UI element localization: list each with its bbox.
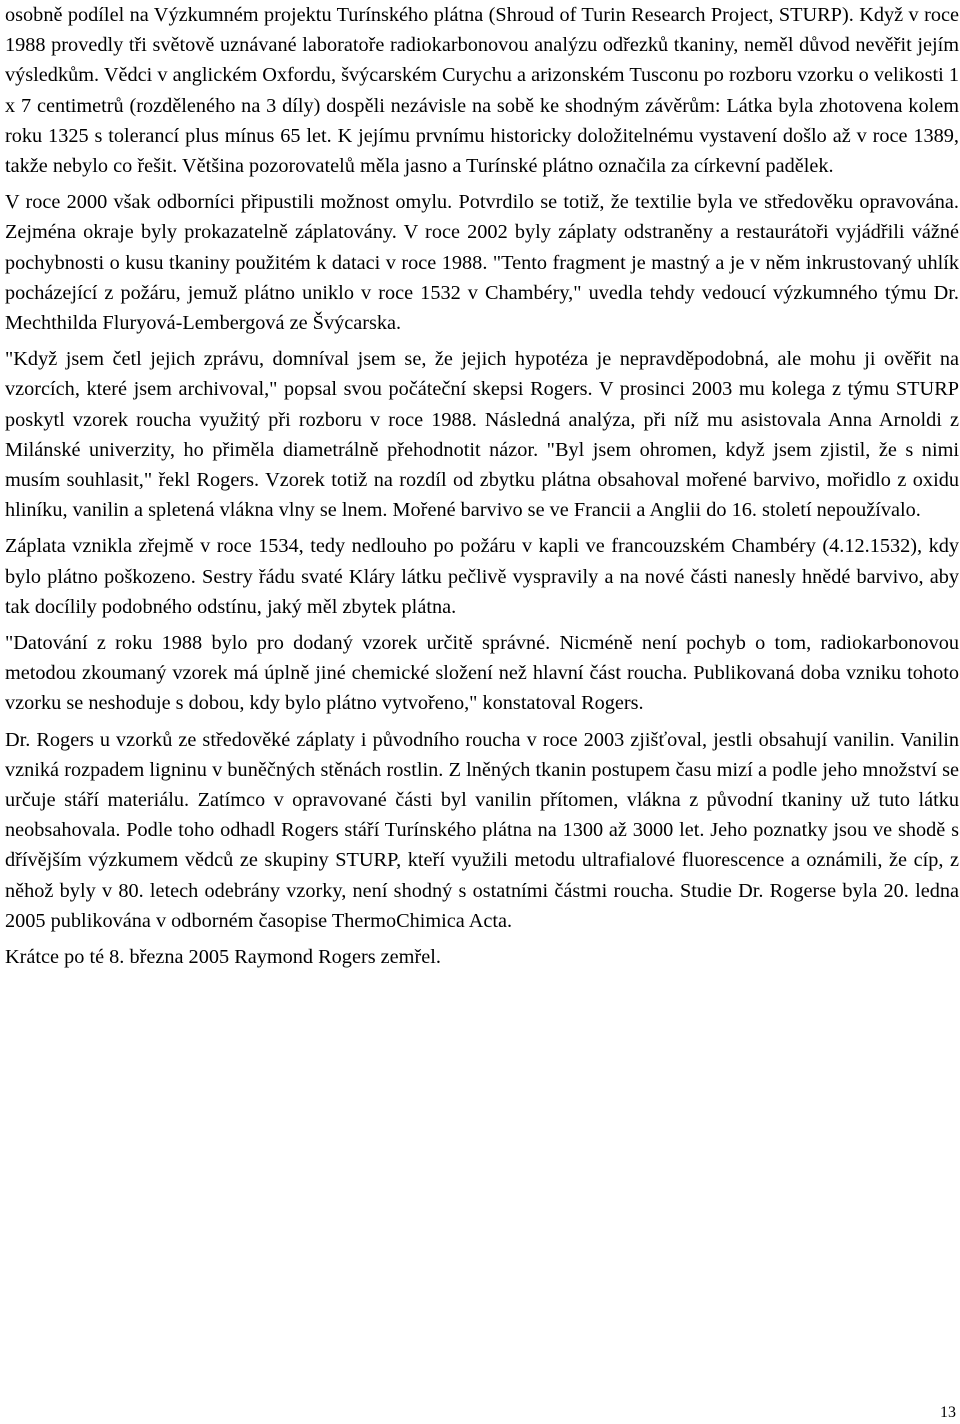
document-body — [5, 0, 959, 978]
paragraph-dating-quote: "Datování z roku 1988 bylo pro dodaný vzorek určitě správné. Nicméně není pochyb o tom, radiokarbonovou metodou zkoumaný vzorek má úplně jiné chemické složení než hlavní část roucha. Publikovaná doba vzniku tohoto vzorku se neshoduje s dobou, kdy bylo plátno vytvořeno," konstatoval Rogers. — [5, 632, 959, 715]
paragraph-patch-1534: Záplata vznikla zřejmě v roce 1534, tedy nedlouho po požáru v kapli ve francouzském Chambéry (4.12.1532), kdy bylo plátno poškozeno. Sestry řádu svaté Kláry látku pečlivě vyspravily a na nové části nanesly hnědé barvivo, aby tak docílily podobného odstínu, jaký měl zbytek plátna. — [5, 535, 959, 618]
page-number: 13 — [940, 1404, 956, 1421]
paragraph-repairs-2000: V roce 2000 však odborníci připustili možnost omylu. Potvrdilo se totiž, že textilie byla ve středověku opravována. Zejména okraje byly prokazatelně záplatovány. V roce 2002 byly záplaty odstraněny a restaurátoři vyjádřili vážné pochybnosti o kusu tkaniny použitém k dataci v roce 1988. "Tento fragment je mastný a je v něm inkrustovaný uhlík pocházející z požáru, jemuž plátno uniklo v roce 1532 v Chambéry," uvedla tehdy vedoucí výzkumného týmu Dr. Mechthilda Fluryová-Lembergová ze Švýcarska. — [5, 191, 959, 335]
paragraph-vanillin-study: Dr. Rogers u vzorků ze středověké záplaty i původního roucha v roce 2003 zjišťoval, jestli obsahují vanilin. Vanilin vzniká rozpadem ligninu v buněčných stěnách rostlin. Z lněných tkanin postupem času mizí a podle jeho množství se určuje stáří materiálu. Zatímco v opravované části byl vanilin přítomen, vlákna z původní tkaniny už tuto látku neobsahovala. Podle toho odhadl Rogers stáří Turínského plátna na 1300 až 3000 let. Jeho poznatky jsou ve shodě s dřívějším výzkumem vědců ze skupiny STURP, kteří využili metodu ultrafialové fluorescence a oznámili, že cíp, z něhož byly v 80. letech odebrány vzorky, není shodný s ostatními částmi roucha. Studie Dr. Rogerse byla 20. ledna 2005 publikována v odborném časopise ThermoChimica Acta. — [5, 728, 959, 932]
paragraph-rogers-death: Krátce po té 8. března 2005 Raymond Rogers zemřel. — [5, 946, 441, 969]
paragraph-sturp-radiocarbon: osobně podílel na Výzkumném projektu Turínského plátna (Shroud of Turin Research Project, STURP). Když v roce 1988 provedly tři světově uznávané laboratoře radiokarbonovou analýzu odřezků tkaniny, neměl důvod nevěřit jejím výsledkům. Vědci v anglickém Oxfordu, švýcarském Curychu a arizonském Tusconu po rozboru vzorku o velikosti 1 x 7 centimetrů (rozděleného na 3 díly) dospěli nezávisle na sobě ke shodným závěrům: Látka byla zhotovena kolem roku 1325 s tolerancí plus mínus 65 let. K jejímu prvnímu historicky doložitelnému vystavení došlo až v roce 1389, takže nebylo co řešit. Většina pozorovatelů měla jasno a Turínské plátno označila za církevní padělek. — [5, 4, 959, 178]
paragraph-rogers-analysis: "Když jsem četl jejich zprávu, domníval jsem se, že jejich hypotéza je nepravděpodobná, ale mohu ji ověřit na vzorcích, které jsem archivoval," popsal svou počáteční skepsi Rogers. V prosinci 2003 mu kolega z týmu STURP poskytl vzorek roucha využitý při rozboru v roce 1988. Následná analýza, při níž mu asistovala Anna Arnoldi z Milánské univerzity, ho přiměla diametrálně přehodnotit názor. "Byl jsem ohromen, když jsem zjistil, že s nimi musím souhlasit," řekl Rogers. Vzorek totiž na rozdíl od zbytku plátna obsahoval mořené barvivo, mořidlo z oxidu hliníku, vanilin a spletená vlákna vlny se lnem. Mořené barvivo se ve Francii a Anglii do 16. století nepoužívalo. — [5, 348, 959, 522]
